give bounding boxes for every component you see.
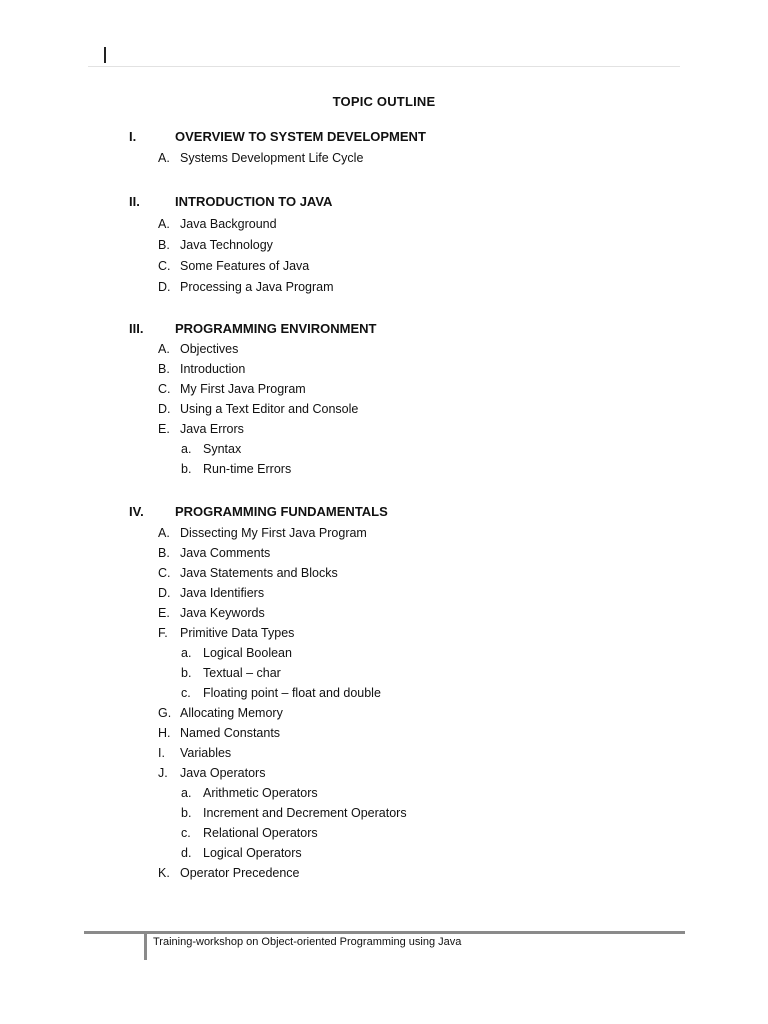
text-cursor-mark (104, 47, 106, 63)
list-item: G. Allocating Memory (158, 706, 283, 720)
section-numeral: I. (129, 129, 137, 144)
list-item: B. Java Technology (158, 238, 273, 252)
list-item: F. Primitive Data Types (158, 626, 295, 640)
section-numeral: IV. (129, 504, 144, 519)
sub-list-item: a. Syntax (181, 442, 242, 456)
list-item: B. Java Comments (158, 546, 271, 560)
sub-list-item: d. Logical Operators (181, 846, 302, 860)
list-item: C. My First Java Program (158, 382, 306, 396)
list-item: J. Java Operators (158, 766, 266, 780)
header-rule (88, 66, 680, 67)
list-item: D. Processing a Java Program (158, 280, 334, 294)
sub-list-item: b. Textual – char (181, 666, 281, 680)
list-item: A. Dissecting My First Java Program (158, 526, 367, 540)
sub-list-item: a. Arithmetic Operators (181, 786, 318, 800)
list-item: A. Objectives (158, 342, 239, 356)
list-item: K. Operator Precedence (158, 866, 300, 880)
footer-divider (144, 931, 147, 960)
section-title: INTRODUCTION TO JAVA (175, 194, 333, 209)
sub-list-item: c. Relational Operators (181, 826, 318, 840)
sub-list-item: c. Floating point – float and double (181, 686, 381, 700)
list-item: E. Java Errors (158, 422, 244, 436)
list-item: C. Some Features of Java (158, 259, 310, 273)
section-numeral: II. (129, 194, 140, 209)
page-title: TOPIC OUTLINE (332, 94, 436, 109)
list-item: H. Named Constants (158, 726, 281, 740)
list-item: E. Java Keywords (158, 606, 265, 620)
sub-list-item: b. Increment and Decrement Operators (181, 806, 407, 820)
section-title: OVERVIEW TO SYSTEM DEVELOPMENT (175, 129, 426, 144)
list-item: C. Java Statements and Blocks (158, 566, 338, 580)
footer-rule (84, 931, 685, 934)
footer-text: Training-workshop on Object-oriented Programming using Java (153, 936, 462, 948)
sub-list-item: b. Run-time Errors (181, 462, 292, 476)
list-item: B. Introduction (158, 362, 246, 376)
section-title: PROGRAMMING FUNDAMENTALS (175, 504, 388, 519)
list-item: D. Java Identifiers (158, 586, 265, 600)
sub-list-item: a. Logical Boolean (181, 646, 292, 660)
section-numeral: III. (129, 321, 144, 336)
list-item: A. Java Background (158, 217, 277, 231)
section-title: PROGRAMMING ENVIRONMENT (175, 321, 377, 336)
list-item: A. Systems Development Life Cycle (158, 151, 364, 165)
list-item: I. Variables (158, 746, 232, 760)
list-item: D. Using a Text Editor and Console (158, 402, 359, 416)
